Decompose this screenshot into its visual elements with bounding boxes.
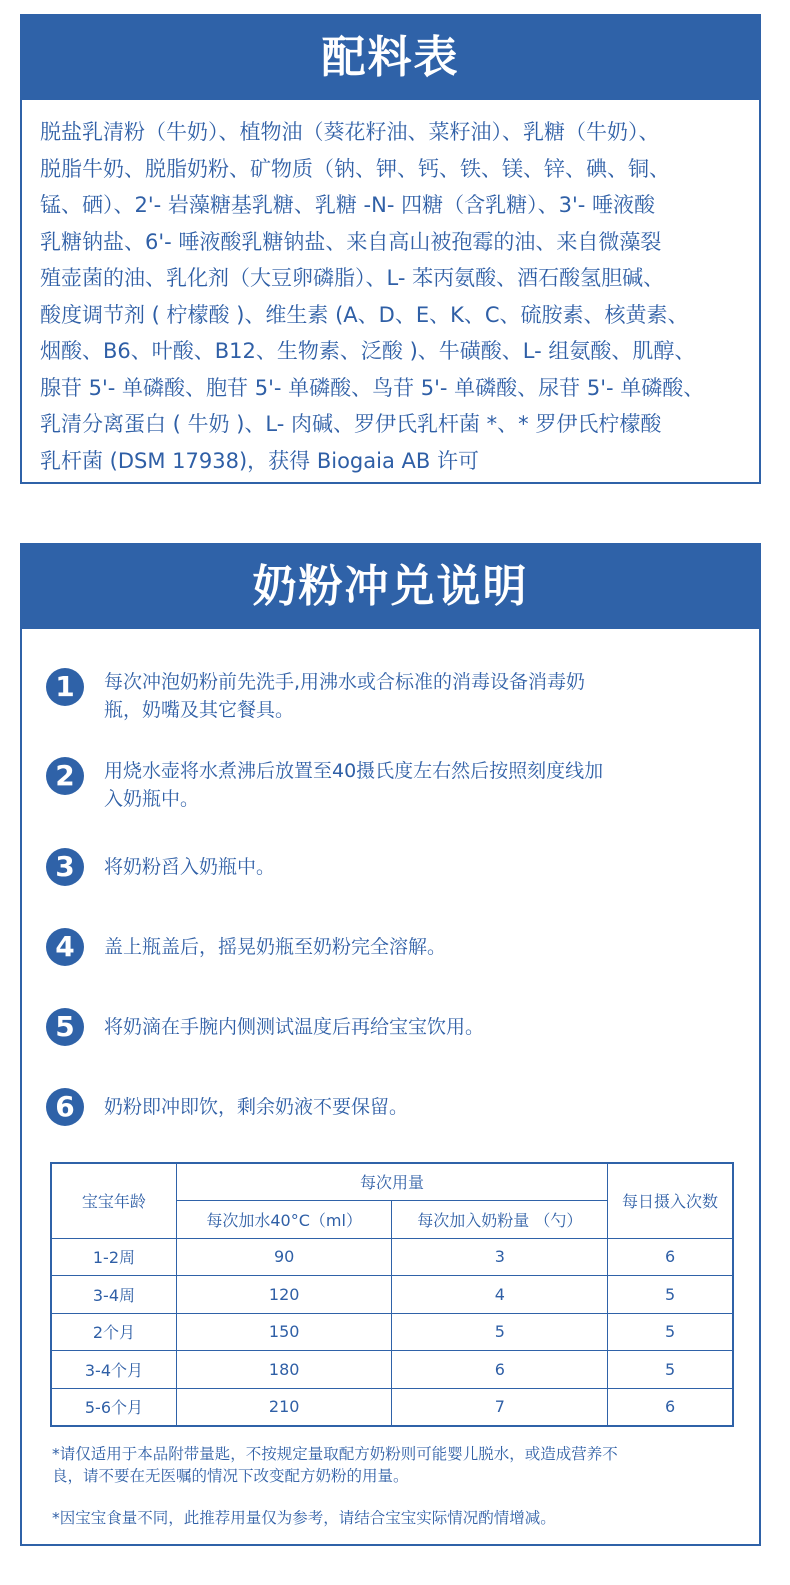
age-header: 宝宝年龄 <box>51 1163 176 1238</box>
ingredients-line: 酸度调节剂 ( 柠檬酸 )、维生素 (A、D、E、K、C、硫胺素、核黄素、 <box>40 302 689 327</box>
step-number-badge: 3 <box>46 848 84 886</box>
times-cell: 5 <box>608 1351 733 1389</box>
step-line: 用烧水壶将水煮沸后放置至40摄氏度左右然后按照刻度线加 <box>104 760 604 782</box>
water-cell: 180 <box>176 1351 392 1389</box>
ingredients-line: 殖壶菌的油、乳化剂（大豆卵磷脂）、L- 苯丙氨酸、酒石酸氢胆碱、 <box>40 266 665 290</box>
note-line: *请仅适用于本品附带量匙，不按规定量取配方奶粉则可能婴儿脱水，或造成营养不 <box>52 1445 618 1463</box>
step-text: 将奶滴在手腕内侧测试温度后再给宝宝饮用。 <box>104 1016 485 1038</box>
ingredients-line: 烟酸、B6、叶酸、B12、生物素、泛酸 )、牛磺酸、L- 组氨酸、肌醇、 <box>40 339 696 363</box>
ingredients-title: 配料表 <box>22 16 759 100</box>
ingredients-line: 乳糖钠盐、6'- 唾液酸乳糖钠盐、来自高山被孢霉的油、来自微藻裂 <box>40 229 662 254</box>
reference-note: *因宝宝食量不同，此推荐用量仅为参考，请结合宝宝实际情况酌情增减。 <box>52 1509 556 1527</box>
ingredients-line: 脱脂牛奶、脱脂奶粉、矿物质（钠、钾、钙、铁、镁、锌、碘、铜、 <box>40 156 670 181</box>
step-number-badge: 2 <box>46 757 84 795</box>
times-cell: 6 <box>608 1238 733 1276</box>
note-line: 良，请不要在无医嘱的情况下改变配方奶粉的用量。 <box>52 1467 409 1485</box>
table-row <box>51 1388 733 1426</box>
step-text <box>104 668 694 724</box>
table-row <box>51 1276 733 1314</box>
ingredients-text <box>22 100 759 479</box>
water-cell: 210 <box>176 1388 392 1426</box>
times-cell: 6 <box>608 1388 733 1426</box>
preparation-title: 奶粉冲兑说明 <box>22 545 759 629</box>
step-number-badge: 5 <box>46 1008 84 1046</box>
ingredients-panel <box>20 14 761 484</box>
water-header: 每次加水40°C（ml） <box>176 1200 392 1238</box>
ingredients-line: 乳清分离蛋白 ( 牛奶 )、L- 肉碱、罗伊氏乳杆菌 *、* 罗伊氏柠檬酸 <box>40 412 662 436</box>
age-cell: 5-6个月 <box>51 1388 176 1426</box>
age-cell: 1-2周 <box>51 1238 176 1276</box>
water-cell: 90 <box>176 1238 392 1276</box>
ingredients-line: 腺苷 5'- 单磷酸、胞苷 5'- 单磷酸、鸟苷 5'- 单磷酸、尿苷 5'- 单磷酸、 <box>40 375 705 400</box>
powder-cell: 7 <box>392 1388 608 1426</box>
step-text: 盖上瓶盖后，摇晃奶瓶至奶粉完全溶解。 <box>104 936 447 958</box>
step-line: 瓶，奶嘴及其它餐具。 <box>104 699 295 721</box>
powder-cell: 4 <box>392 1276 608 1314</box>
water-cell: 150 <box>176 1313 392 1351</box>
dosage-note <box>52 1443 732 1487</box>
feeding-table <box>50 1162 734 1427</box>
step-number-badge: 1 <box>46 668 84 706</box>
table-row <box>51 1238 733 1276</box>
step-text <box>104 757 694 813</box>
times-header: 每日摄入次数 <box>608 1163 733 1238</box>
preparation-panel <box>20 543 761 1546</box>
step-number-badge: 6 <box>46 1088 84 1126</box>
powder-cell: 3 <box>392 1238 608 1276</box>
step-number-badge: 4 <box>46 928 84 966</box>
dose-header: 每次用量 <box>176 1163 607 1200</box>
water-cell: 120 <box>176 1276 392 1314</box>
times-cell: 5 <box>608 1276 733 1314</box>
age-cell: 3-4周 <box>51 1276 176 1314</box>
table-row <box>51 1313 733 1351</box>
times-cell: 5 <box>608 1313 733 1351</box>
step-line: 入奶瓶中。 <box>104 788 200 810</box>
powder-cell: 6 <box>392 1351 608 1389</box>
step-text: 奶粉即冲即饮，剩余奶液不要保留。 <box>104 1096 409 1118</box>
step-line: 每次冲泡奶粉前先洗手,用沸水或合标准的消毒设备消毒奶 <box>104 671 586 693</box>
ingredients-line: 脱盐乳清粉（牛奶）、植物油（葵花籽油、菜籽油）、乳糖（牛奶）、 <box>40 120 660 144</box>
step-text: 将奶粉舀入奶瓶中。 <box>104 856 276 878</box>
age-cell: 2个月 <box>51 1313 176 1351</box>
table-row <box>51 1351 733 1389</box>
age-cell: 3-4个月 <box>51 1351 176 1389</box>
powder-header: 每次加入奶粉量 （勺） <box>392 1200 608 1238</box>
ingredients-line: 乳杆菌 (DSM 17938)，获得 Biogaia AB 许可 <box>40 448 479 473</box>
powder-cell: 5 <box>392 1313 608 1351</box>
ingredients-line: 锰、硒）、2'- 岩藻糖基乳糖、乳糖 -N- 四糖（含乳糖）、3'- 唾液酸 <box>40 193 655 217</box>
